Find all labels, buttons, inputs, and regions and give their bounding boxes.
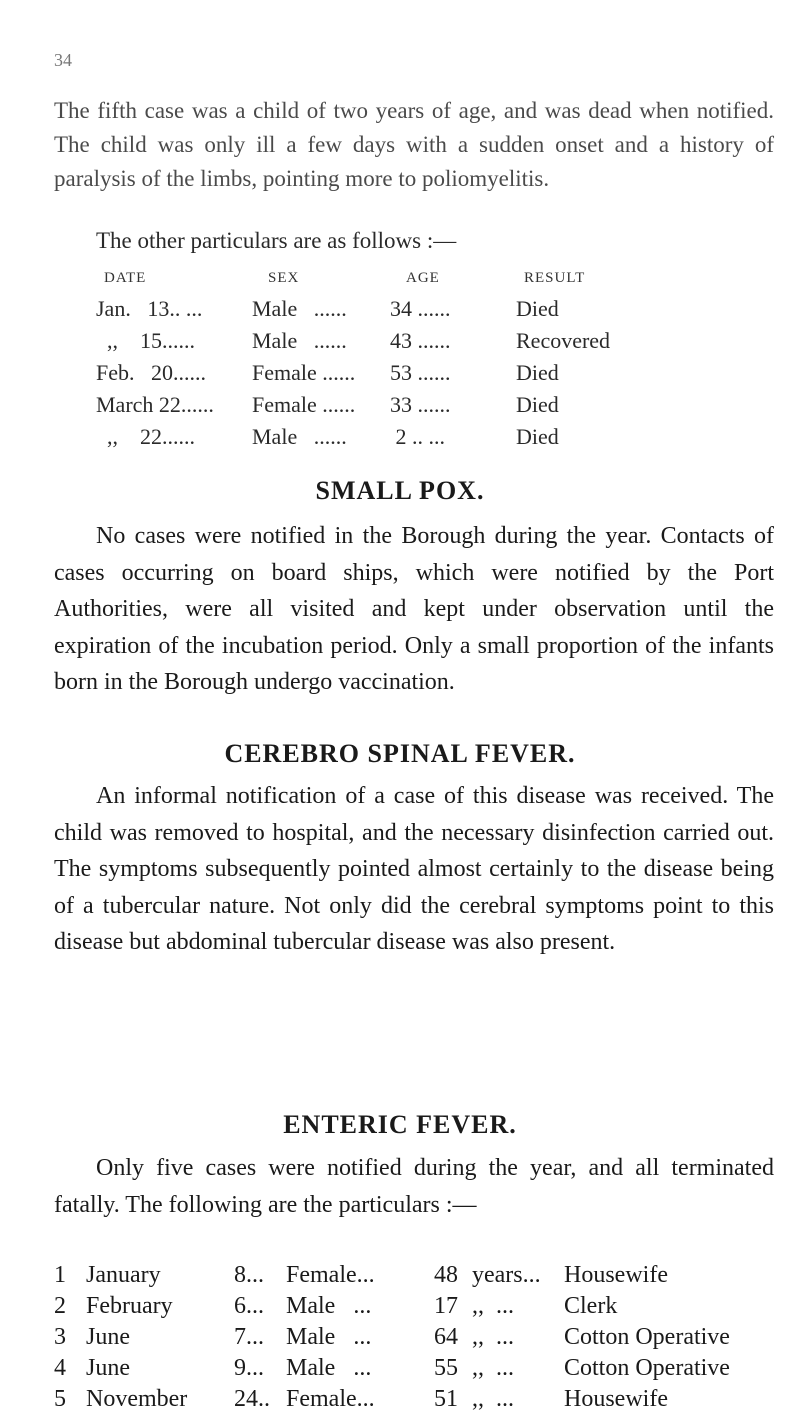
cell-date: ,, 15...... — [96, 328, 195, 353]
cell-sex: Male ...... — [252, 296, 347, 321]
case-number: 3 — [54, 1324, 66, 1350]
case-number: 2 — [54, 1293, 66, 1319]
cell-sex: Male ...... — [252, 328, 347, 353]
header-age: AGE — [406, 270, 440, 286]
case-month: June — [86, 1324, 130, 1350]
case-number: 4 — [54, 1355, 66, 1381]
cerebro-spinal-heading: CEREBRO SPINAL FEVER. — [224, 739, 576, 768]
cell-date: Feb. 20...... — [96, 360, 206, 385]
case-number: 1 — [54, 1262, 66, 1288]
case-month: June — [86, 1355, 130, 1381]
small-pox-heading: SMALL POX. — [315, 476, 485, 505]
case-age-unit: ,, ... — [472, 1355, 514, 1381]
cell-sex: Female ...... — [252, 392, 356, 417]
case-month: February — [86, 1293, 173, 1319]
small-pox-text: No cases were notified in the Borough during the year. Contacts of cases occurring on board ships, which were notified by the Port Authorities, were all visited and kept under observation until the expiration of the incubation period. Only a small proportion of the infants born in the Borough undergo vaccination. — [54, 523, 774, 695]
case-age: 48 — [434, 1262, 458, 1288]
cell-result: Died — [516, 392, 559, 417]
header-sex: SEX — [268, 270, 300, 286]
case-day: 6... — [234, 1293, 264, 1319]
case-occupation: Cotton Operative — [564, 1355, 730, 1381]
case-day: 24.. — [234, 1386, 270, 1412]
cell-age: 34 ...... — [390, 296, 451, 321]
cell-age: 2 .. ... — [390, 424, 445, 449]
case-day: 9... — [234, 1355, 264, 1381]
case-occupation: Cotton Operative — [564, 1324, 730, 1350]
case-sex: Male ... — [286, 1293, 372, 1319]
cell-age: 53 ...... — [390, 360, 451, 385]
case-day: 8... — [234, 1262, 264, 1288]
cell-result: Recovered — [516, 328, 611, 353]
page-number: 34 — [54, 50, 72, 70]
case-number: 5 — [54, 1386, 66, 1412]
header-date: DATE — [104, 270, 147, 286]
case-sex: Female... — [286, 1386, 375, 1412]
intro-paragraph: The fifth case was a child of two years of age, and was dead when notified. The child was only ill a few days with a sudden onset and a history of paralysis of the limbs, pointing more to poliomyelitis. — [54, 98, 774, 191]
case-occupation: Housewife — [564, 1386, 668, 1412]
case-age-unit: ,, ... — [472, 1293, 514, 1319]
cell-sex: Male ...... — [252, 424, 347, 449]
enteric-fever-heading: ENTERIC FEVER. — [283, 1110, 517, 1139]
cerebro-spinal-text: An informal notification of a case of this disease was received. The child was removed to hospital, and the necessary disinfection carried out. The symptoms subsequently pointed almost certainly to the disease being of a tubercular nature. Not only did the cerebral symptoms point to this disease but abdominal tubercular disease was also present. — [54, 783, 774, 955]
cell-age: 43 ...... — [390, 328, 451, 353]
enteric-fever-text: Only five cases were notified during the year, and all terminated fatally. The following are the particulars :— — [54, 1155, 774, 1218]
case-sex: Male ... — [286, 1355, 372, 1381]
case-age: 51 — [434, 1386, 458, 1412]
case-occupation: Housewife — [564, 1262, 668, 1288]
case-sex: Male ... — [286, 1324, 372, 1350]
case-age-unit: ,, ... — [472, 1324, 514, 1350]
cell-result: Died — [516, 296, 559, 321]
case-age: 55 — [434, 1355, 458, 1381]
cell-result: Died — [516, 424, 559, 449]
cell-sex: Female ...... — [252, 360, 356, 385]
cell-date: March 22...... — [96, 392, 214, 417]
case-month: November — [86, 1386, 188, 1412]
case-occupation: Clerk — [564, 1293, 618, 1319]
case-month: January — [86, 1262, 161, 1288]
header-result: RESULT — [524, 270, 586, 286]
particulars-lead: The other particulars are as follows :— — [96, 228, 457, 253]
cell-age: 33 ...... — [390, 392, 451, 417]
case-age: 17 — [434, 1293, 458, 1319]
cell-date: ,, 22...... — [96, 424, 195, 449]
cell-result: Died — [516, 360, 559, 385]
case-day: 7... — [234, 1324, 264, 1350]
case-sex: Female... — [286, 1262, 375, 1288]
case-age-unit: ,, ... — [472, 1386, 514, 1412]
case-age: 64 — [434, 1324, 458, 1350]
cell-date: Jan. 13.. ... — [96, 296, 203, 321]
case-age-unit: years... — [472, 1262, 541, 1288]
